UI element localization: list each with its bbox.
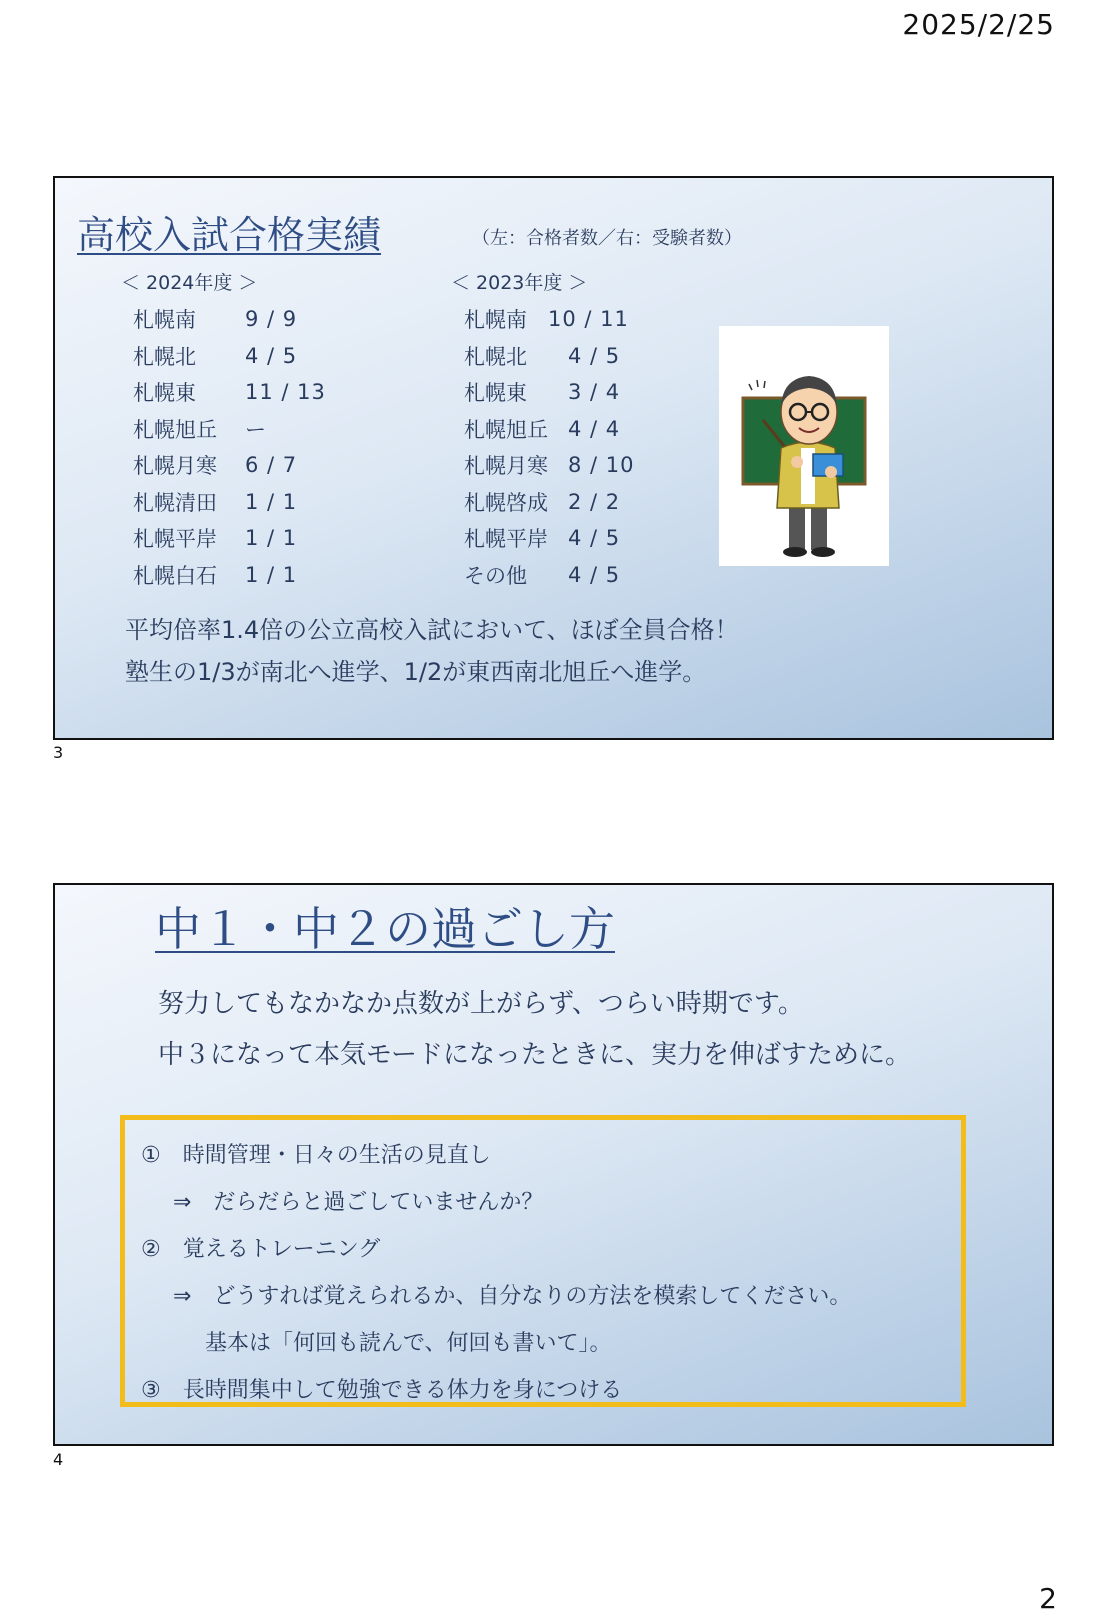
summary-line-1: 平均倍率1.4倍の公立高校入試において、ほぼ全員合格！ [125, 616, 739, 644]
slide-4 [53, 883, 1054, 1446]
school-name: 札幌啓成 [464, 490, 548, 515]
teacher-icon [719, 326, 889, 566]
result-row [464, 556, 620, 593]
school-name: 札幌旭丘 [133, 417, 217, 442]
teacher-illustration [719, 326, 889, 566]
result-row [464, 373, 620, 410]
summary-line-2: 塾生の1/3が南北へ進学、1/2が東西南北旭丘へ進学。 [125, 658, 707, 686]
school-name: 札幌北 [464, 344, 527, 369]
school-name: 札幌清田 [133, 490, 217, 515]
school-name: 札幌月寒 [133, 453, 217, 478]
result-value: 4 / 4 [568, 416, 621, 441]
school-name: 札幌北 [133, 344, 196, 369]
tip-item-3: ③ 長時間集中して勉強できる体力を身につける [141, 1378, 623, 1403]
intro-line-1: 努力してもなかなか点数が上がらず、つらい時期です。 [158, 989, 804, 1019]
year-2024-header: ＜ 2024年度 ＞ [121, 272, 258, 294]
header-date: 2025/2/25 [902, 8, 1055, 41]
slide-number-3: 3 [53, 743, 64, 762]
result-value: 8 / 10 [568, 452, 635, 477]
result-value: 4 / 5 [568, 562, 621, 587]
slide-title: 中１・中２の過ごし方 [155, 902, 615, 956]
school-name: 札幌南 [133, 307, 196, 332]
page-number: 2 [1039, 1582, 1057, 1615]
tip-item-2: ② 覚えるトレーニング [141, 1237, 381, 1262]
result-value: 2 / 2 [568, 489, 621, 514]
result-value: 9 / 9 [245, 306, 298, 331]
result-row [133, 483, 297, 520]
year-2023-header: ＜ 2023年度 ＞ [451, 272, 588, 294]
result-value: 1 / 1 [245, 489, 298, 514]
result-row [133, 337, 297, 374]
result-value: 4 / 5 [245, 343, 298, 368]
result-row [133, 300, 297, 337]
slide-note: （左：合格者数／右：受験者数） [472, 228, 742, 249]
tip-item-1-detail: ⇒ だらだらと過ごしていませんか？ [173, 1190, 544, 1215]
tip-item-2-detail: ⇒ どうすれば覚えられるか、自分なりの方法を模索してください。 [173, 1284, 852, 1309]
result-row [464, 410, 620, 447]
result-row [464, 519, 620, 556]
slide-3 [53, 176, 1054, 740]
result-row [464, 300, 629, 337]
school-name: 札幌平岸 [133, 526, 217, 551]
result-row [133, 446, 297, 483]
result-value: 3 / 4 [568, 379, 621, 404]
result-row [133, 410, 267, 447]
school-name: 札幌旭丘 [464, 417, 548, 442]
intro-line-2: 中３になって本気モードになったときに、実力を伸ばすために。 [158, 1040, 911, 1070]
school-name: 札幌月寒 [464, 453, 548, 478]
result-value: 11 / 13 [245, 379, 326, 404]
school-name: その他 [464, 563, 527, 588]
result-value: 1 / 1 [245, 525, 298, 550]
result-value: 4 / 5 [568, 343, 621, 368]
tip-item-2-note: 基本は「何回も読んで、何回も書いて」。 [205, 1331, 612, 1356]
result-value: 10 / 11 [548, 306, 629, 331]
result-row [133, 519, 297, 556]
result-value: ー [245, 417, 267, 442]
result-row [133, 373, 326, 410]
result-row [133, 556, 297, 593]
school-name: 札幌平岸 [464, 526, 548, 551]
result-value: 6 / 7 [245, 452, 298, 477]
slide-number-4: 4 [53, 1450, 64, 1469]
result-row [464, 483, 620, 520]
school-name: 札幌東 [133, 380, 196, 405]
school-name: 札幌白石 [133, 563, 217, 588]
slide-title: 高校入試合格実績 [77, 213, 382, 257]
result-row [464, 446, 635, 483]
school-name: 札幌南 [464, 307, 527, 332]
school-name: 札幌東 [464, 380, 527, 405]
result-value: 1 / 1 [245, 562, 298, 587]
tip-item-1: ① 時間管理・日々の生活の見直し [141, 1143, 491, 1168]
result-value: 4 / 5 [568, 525, 621, 550]
result-row [464, 337, 620, 374]
